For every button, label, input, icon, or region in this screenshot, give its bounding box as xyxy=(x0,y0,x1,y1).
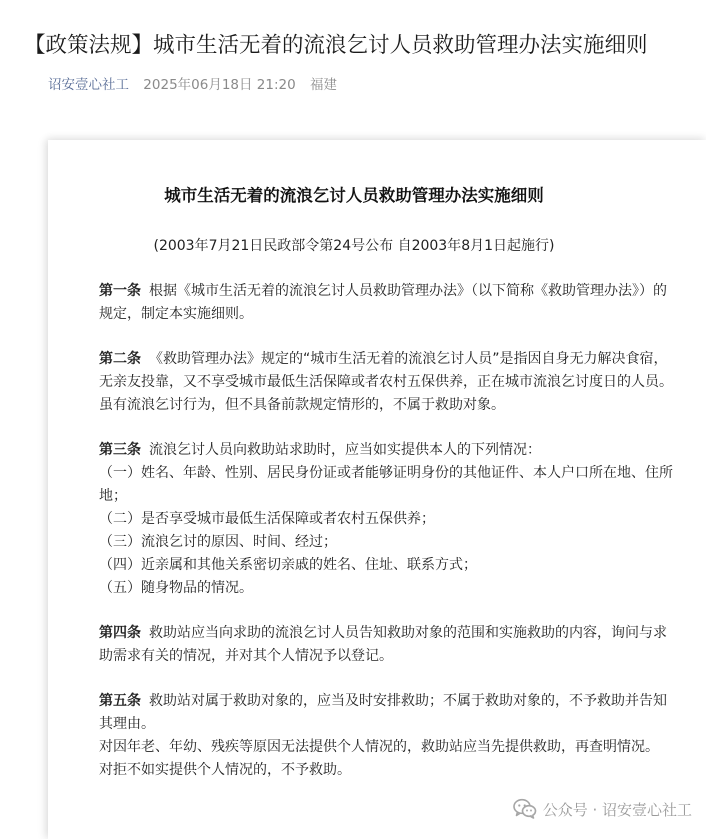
clause-number: 第五条 xyxy=(99,693,141,709)
clause-paragraph xyxy=(99,577,679,600)
clause-text: （二）是否享受城市最低生活保障或者农村五保供养； xyxy=(99,511,435,527)
clause-paragraph xyxy=(99,394,679,417)
article-meta xyxy=(48,75,337,95)
clause-paragraph xyxy=(99,554,679,577)
article-clause xyxy=(99,348,679,417)
clause-text: 对因年老、年幼、残疾等原因无法提供个人情况的，救助站应当先提供救助，再查明情况。 xyxy=(99,739,659,755)
clause-paragraph xyxy=(99,531,679,554)
watermark xyxy=(513,798,692,820)
article-clause xyxy=(99,280,679,326)
article-clause xyxy=(99,622,679,668)
clause-number: 第二条 xyxy=(99,351,141,367)
publish-location: 福建 xyxy=(310,77,338,93)
clause-text: （五）随身物品的情况。 xyxy=(99,580,253,596)
clause-paragraph xyxy=(99,439,679,462)
clause-text: 《救助管理办法》规定的“城市生活无着的流浪乞讨人员”是指因自身无力解决食宿，无亲友投靠，又不享受城市最低生活保障或者农村五保供养，正在城市流浪乞讨度日的人员。 xyxy=(99,351,673,390)
clause-paragraph xyxy=(99,690,679,736)
wechat-icon xyxy=(513,798,537,820)
clause-text: 根据《城市生活无着的流浪乞讨人员救助管理办法》（以下简称《救助管理办法》）的规定，制定本实施细则。 xyxy=(99,283,667,322)
clause-paragraph xyxy=(99,759,679,782)
document-image xyxy=(48,140,706,839)
clause-text: 流浪乞讨人员向救助站求助时，应当如实提供本人的下列情况： xyxy=(149,442,541,458)
author-link[interactable]: 诏安壹心社工 xyxy=(48,77,129,93)
publish-time: 2025年06月18日 21:20 xyxy=(143,77,296,93)
clause-number: 第一条 xyxy=(99,283,141,299)
clause-text: 救助站对属于救助对象的，应当及时安排救助；不属于救助对象的，不予救助并告知其理由。 xyxy=(99,693,667,732)
document-heading: 城市生活无着的流浪乞讨人员救助管理办法实施细则 xyxy=(164,186,544,205)
clause-paragraph xyxy=(99,348,679,394)
clause-paragraph xyxy=(99,508,679,531)
clause-text: 对拒不如实提供个人情况的，不予救助。 xyxy=(99,762,351,778)
article-clause xyxy=(99,439,679,600)
clause-paragraph xyxy=(99,462,679,508)
article-clause xyxy=(99,690,679,782)
clause-text: 救助站应当向求助的流浪乞讨人员告知救助对象的范围和实施救助的内容，询问与求助需求有关的情况，并对其个人情况予以登记。 xyxy=(99,625,667,664)
clause-number: 第四条 xyxy=(99,625,141,641)
article-title: 【政策法规】城市生活无着的流浪乞讨人员救助管理办法实施细则 xyxy=(24,33,648,58)
document-subheading: (2003年7月21日民政部令第24号公布 自2003年8月1日起施行) xyxy=(153,238,555,254)
clause-text: （三）流浪乞讨的原因、时间、经过； xyxy=(99,534,337,550)
clause-paragraph xyxy=(99,280,679,326)
clause-text: （四）近亲属和其他关系密切亲戚的姓名、住址、联系方式； xyxy=(99,557,477,573)
clause-text: （一）姓名、年龄、性别、居民身份证或者能够证明身份的其他证件、本人户口所在地、住所地； xyxy=(99,465,673,504)
clause-number: 第三条 xyxy=(99,442,141,458)
watermark-text: 公众号 · 诏安壹心社工 xyxy=(542,800,692,819)
clause-text: 虽有流浪乞讨行为，但不具备前款规定情形的，不属于救助对象。 xyxy=(99,397,505,413)
clause-paragraph xyxy=(99,736,679,759)
document-body xyxy=(99,280,679,804)
clause-paragraph xyxy=(99,622,679,668)
